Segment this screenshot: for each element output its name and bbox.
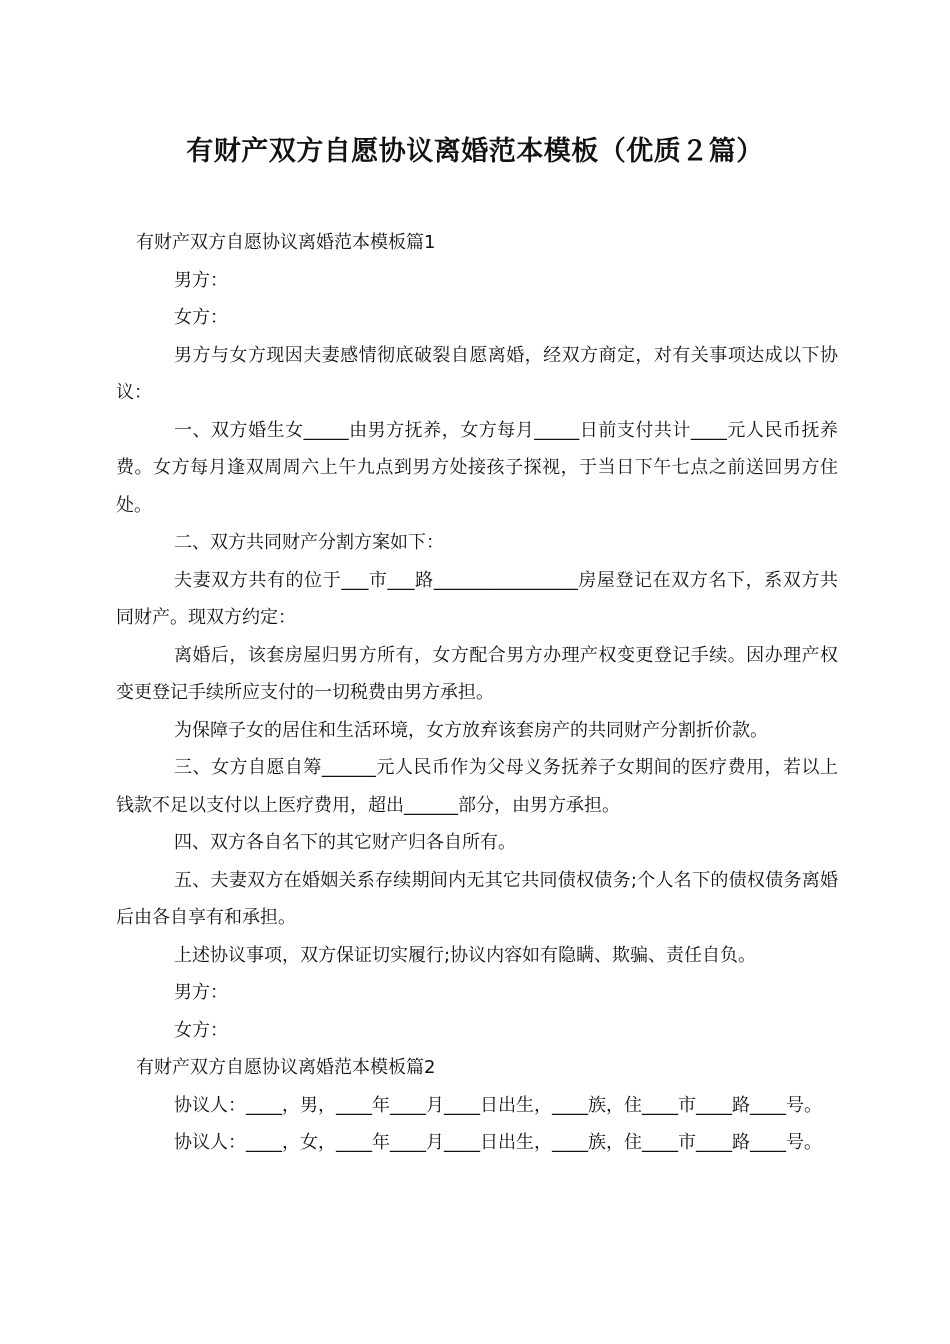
paragraph: 为保障子女的居住和生活环境，女方放弃该套房产的共同财产分割折价款。 [174,719,768,741]
paragraph: 女方： [174,1019,228,1041]
document-title: 有财产双方自愿协议离婚范本模板（优质２篇） [186,136,764,167]
paragraph: 男方： [174,982,228,1003]
section-heading-2: 有财产双方自愿协议离婚范本模板篇2 [136,1057,436,1078]
paragraph: 女方： [174,307,228,328]
paragraph: 男方与女方现因夫妻感情彻底破裂自愿离婚，经双方商定，对有关事项达成以下协议： [116,344,838,403]
section-heading-1: 有财产双方自愿协议离婚范本模板篇1 [136,232,436,253]
document-body [116,224,838,1162]
paragraph: 三、女方自愿自筹______元人民币作为父母义务抚养子女期间的医疗费用，若以上钱款不足以支付以上医疗费用，超出______部分，由男方承担。 [116,757,838,816]
paragraph: 五、夫妻双方在婚姻关系存续期间内无其它共同债权债务;个人名下的债权债务离婚后由各自享有和承担。 [116,869,838,928]
paragraph: 协议人：____，女，____年____月____日出生，____族，住____市____路____号。 [174,1132,822,1153]
paragraph: 夫妻双方共有的位于___市___路________________房屋登记在双方名下，系双方共同财产。现双方约定： [116,569,838,628]
paragraph: 协议人：____，男，____年____月____日出生，____族，住____市____路____号。 [174,1094,822,1116]
paragraph: 二、双方共同财产分割方案如下： [174,532,444,553]
paragraph: 一、双方婚生女_____由男方抚养，女方每月_____日前支付共计____元人民币抚养费。女方每月逢双周周六上午九点到男方处接孩子探视，于当日下午七点之前送回男方住处。 [116,419,838,516]
paragraph: 男方： [174,269,228,291]
paragraph: 四、双方各自名下的其它财产归各自所有。 [174,832,516,853]
paragraph: 上述协议事项，双方保证切实履行;协议内容如有隐瞒、欺骗、责任自负。 [174,944,757,966]
paragraph: 离婚后，该套房屋归男方所有，女方配合男方办理产权变更登记手续。因办理产权变更登记手续所应支付的一切税费由男方承担。 [116,644,838,703]
